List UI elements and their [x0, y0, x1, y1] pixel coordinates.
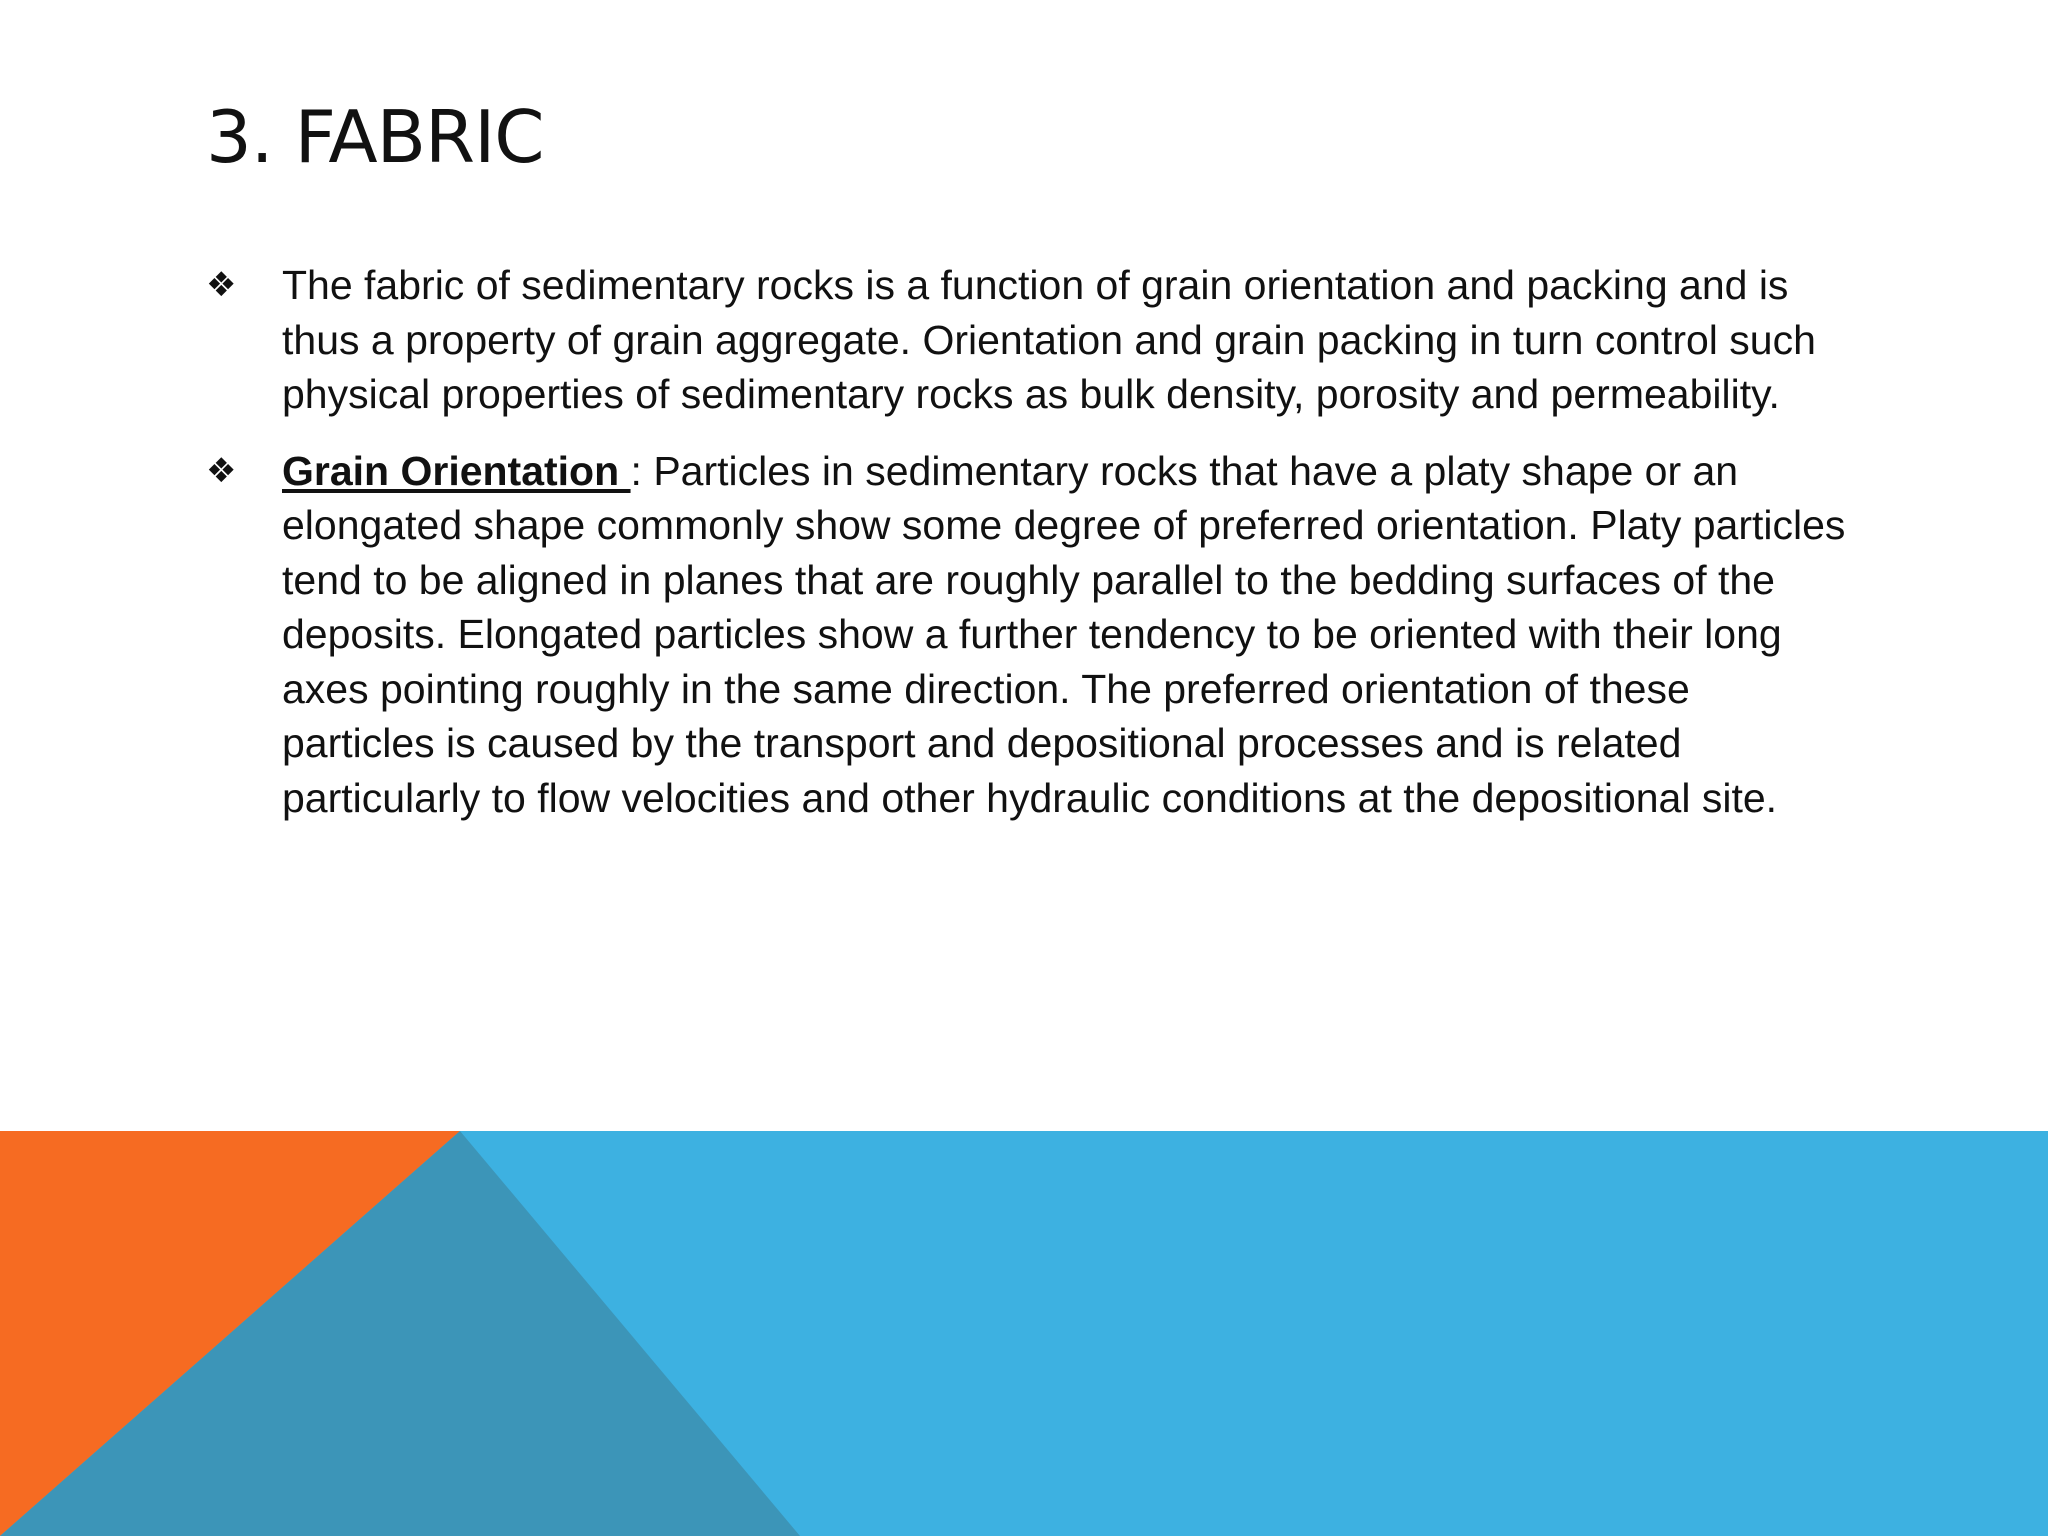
grain-orientation-term: Grain Orientation: [282, 447, 631, 494]
diamond-bullet-icon: ❖: [206, 450, 237, 491]
slide-content: [206, 258, 1846, 847]
bullet-text: : Particles in sedimentary rocks that have a platy shape or an elongated shape commonly show some degree of preferred orientation. Platy particles tend to be aligned in planes that are roughly parallel to the bedding surfaces of the deposits. Elongated particles show a further tendency to be oriented with their long axes pointing roughly in the same direction. The preferred orientation of these particles is caused by the transport and depositional processes and is related particularly to flow velocities and other hydraulic conditions at the depositional site.: [282, 447, 1846, 821]
bullet-text: The fabric of sedimentary rocks is a function of grain orientation and packing and is thus a property of grain aggregate. Orientation and grain packing in turn control such physical properties of sedimentary rocks as bulk density, porosity and permeability.: [282, 262, 1816, 417]
decorative-color-band: [0, 1131, 2048, 1536]
bullet-grain-orientation: [206, 444, 1846, 826]
slide-title: 3. FABRIC: [206, 95, 544, 179]
diamond-bullet-icon: ❖: [206, 265, 237, 305]
bullet-fabric-definition: [206, 258, 1846, 422]
